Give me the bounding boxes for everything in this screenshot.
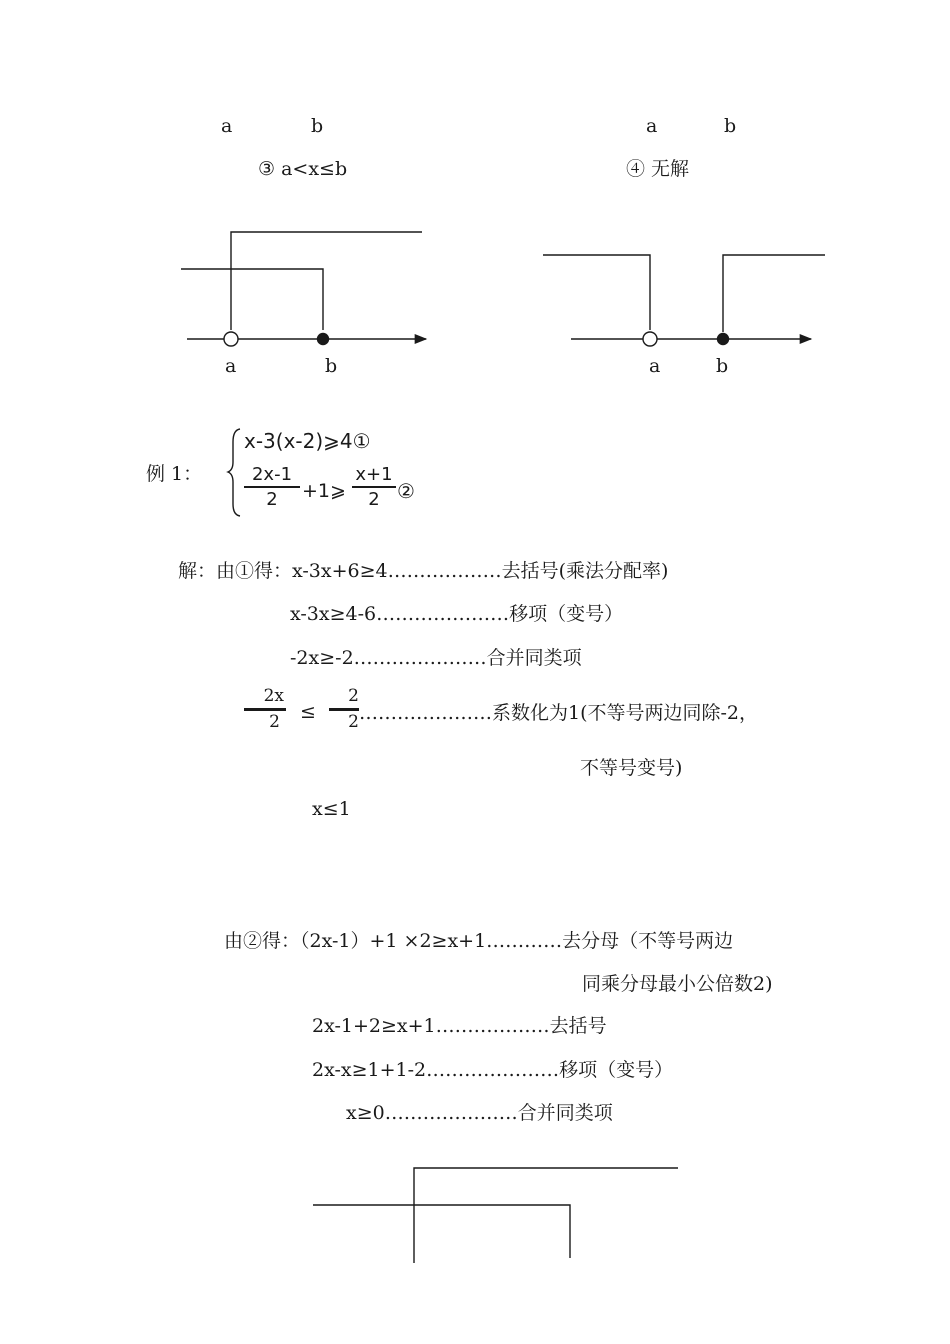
closed-point-b <box>718 334 729 345</box>
solution2-line1: 由②得：（2x-1）+1 ×2≥x+1…………去分母（不等号两边 <box>224 930 734 952</box>
solution1-left-fraction <box>244 688 286 731</box>
eq2-right-denominator: 2 <box>368 489 380 510</box>
eq2-middle: +1⩾ <box>302 480 346 502</box>
solution1-line2: x-3x≥4-6…………………移项（变号） <box>290 603 624 625</box>
range-line-x-less-a <box>543 255 650 330</box>
range-line-x-leq-1 <box>313 1205 570 1258</box>
right-fraction-numerator: 2 <box>348 686 359 706</box>
range-line-x-leq-b <box>181 269 323 330</box>
solution1-relation: ≤ <box>300 701 316 723</box>
eq2-right-numerator: x+1 <box>355 464 393 485</box>
figure2-label-a: a <box>649 355 661 377</box>
figure1-label-b: b <box>325 355 338 377</box>
solution1-line4-continued: 不等号变号) <box>580 757 683 779</box>
eq2-left-fraction <box>244 466 300 509</box>
open-point-a <box>224 332 238 346</box>
figure1-label-a: a <box>225 355 237 377</box>
solution1-line4: …………………系数化为1(不等号两边同除-2， <box>359 702 759 724</box>
top-label-a-right: a <box>646 115 658 137</box>
solution1-line1: 解：由①得：x-3x+6≥4………………去括号(乘法分配率) <box>178 560 669 582</box>
solution1-line3: -2x≥-2…………………合并同类项 <box>290 647 582 669</box>
solution2-line4: x≥0…………………合并同类项 <box>346 1102 613 1124</box>
right-fraction-denominator: 2 <box>348 712 359 732</box>
system-equation-1: x-3(x-2)⩾4① <box>244 429 371 453</box>
case-3-caption: ③ a<x≤b <box>258 158 348 180</box>
figure-bottom-solution <box>313 1168 678 1263</box>
eq2-left-numerator: 2x-1 <box>251 464 293 485</box>
solution2-line2: 2x-1+2≥x+1………………去括号 <box>312 1015 607 1037</box>
range-line-x-geq-b <box>723 255 825 332</box>
system-brace <box>228 429 240 516</box>
case-4-caption: ④ 无解 <box>626 158 690 180</box>
top-label-b-right: b <box>724 115 737 137</box>
left-fraction-denominator: 2 <box>269 712 280 732</box>
solution2-line3: 2x-x≥1+1-2…………………移项（变号） <box>312 1059 674 1081</box>
closed-point-b <box>318 334 329 345</box>
solution1-right-fraction <box>329 688 359 731</box>
solution2-line1-continued: 同乘分母最小公倍数2) <box>582 973 773 995</box>
top-label-b-left: b <box>311 115 324 137</box>
left-fraction-numerator: 2x <box>263 686 284 706</box>
figure2-label-b: b <box>716 355 729 377</box>
figure-case4 <box>543 255 825 346</box>
range-line-x-greater-a <box>231 232 422 330</box>
solution1-result: x≤1 <box>312 798 351 820</box>
eq2-tag: ② <box>397 479 415 503</box>
range-line-x-geq-0 <box>414 1168 678 1263</box>
open-point-a <box>643 332 657 346</box>
eq2-right-fraction <box>352 466 396 509</box>
figure-case3 <box>181 232 426 346</box>
eq2-left-denominator: 2 <box>266 489 278 510</box>
top-label-a-left: a <box>221 115 233 137</box>
example-label: 例 1： <box>146 463 203 485</box>
